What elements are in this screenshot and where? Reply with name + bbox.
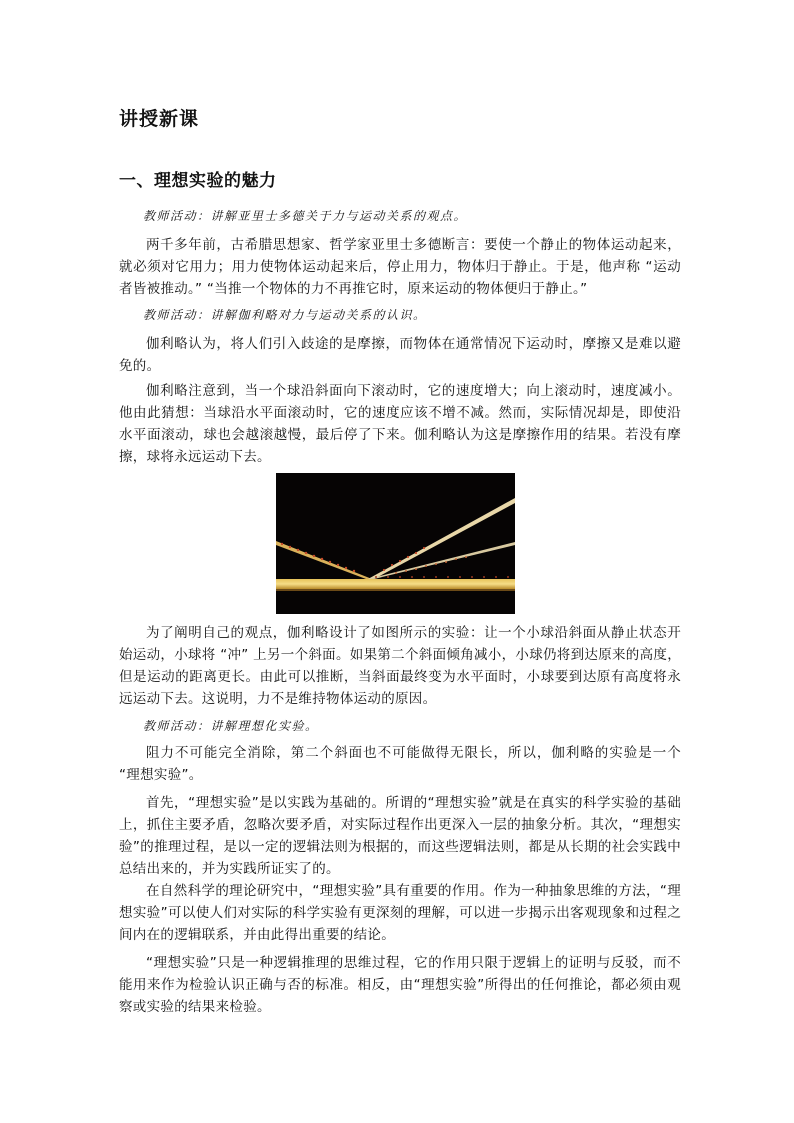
paragraph: “理想实验”只是一种逻辑推理的思维过程，它的作用只限于逻辑上的证明与反驳，而不能用来作为检验认识正确与否的标准。相反，由“理想实验”所得出的任何推论，都必须由观察或实验的结果来检验。 [119,955,681,1015]
horizontal-track [276,579,515,589]
page-heading: 讲授新课 [119,108,200,130]
paragraph: 为了阐明自己的观点，伽利略设计了如图所示的实验：让一个小球沿斜面从静止状态开始运动，小球将 “冲” 上另一个斜面。如果第二个斜面倾角减小，小球仍将到达原来的高度，但是运动的距离更长。由此可以推断，当斜面最终变为水平面时，小球要到达原有高度将永远运动下去。这说明，力不是维持物体运动的原因。 [119,625,681,707]
paragraph: 在自然科学的理论研究中，“理想实验”具有重要的作用。作为一种抽象思维的方法，“理想实验”可以使人们对实际的科学实验有更深刻的理解，可以进一步揭示出客观现象和过程之间内在的逻辑联系，并由此得出重要的结论。 [119,883,681,943]
teacher-activity-note: 教师活动：讲解理想化实验。 [143,719,319,733]
paragraph: 首先，“理想实验”是以实践为基础的。所谓的“理想实验”就是在真实的科学实验的基础上，抓住主要矛盾，忽略次要矛盾，对实际过程作出更深入一层的抽象分析。其次，“理想实验”的推理过程，是以一定的逻辑法则为根据的，而这些逻辑法则，都是从长期的社会实践中总结出来的，并为实践所证实了的。 [119,795,681,877]
teacher-activity-note: 教师活动：讲解伽利略对力与运动关系的认识。 [143,308,427,322]
section-title: 一、理想实验的魅力 [119,171,277,191]
inclined-plane-photo [276,473,515,614]
paragraph: 阻力不可能完全消除，第二个斜面也不可能做得无限长，所以，伽利略的实验是一个 “理想实验”。 [119,745,681,783]
paragraph: 两千多年前，古希腊思想家、哲学家亚里士多德断言：要使一个静止的物体运动起来，就必须对它用力；用力使物体运动起来后，停止用力，物体归于静止。于是，他声称 “运动者皆被推动。” “当推一个物体的力不再推它时，原来运动的物体便归于静止。” [119,237,681,297]
teacher-activity-note: 教师活动：讲解亚里士多德关于力与运动关系的观点。 [143,209,468,223]
paragraph: 伽利略认为，将人们引入歧途的是摩擦，而物体在通常情况下运动时，摩擦又是难以避免的。 [119,336,681,374]
paragraph: 伽利略注意到，当一个球沿斜面向下滚动时，它的速度增大；向上滚动时，速度减小。他由此猜想：当球沿水平面滚动时，它的速度应该不增不减。然而，实际情况却是，即使沿水平面滚动，球也会越滚越慢，最后停了下来。伽利略认为这是摩擦作用的结果。若没有摩擦，球将永远运动下去。 [119,383,681,465]
